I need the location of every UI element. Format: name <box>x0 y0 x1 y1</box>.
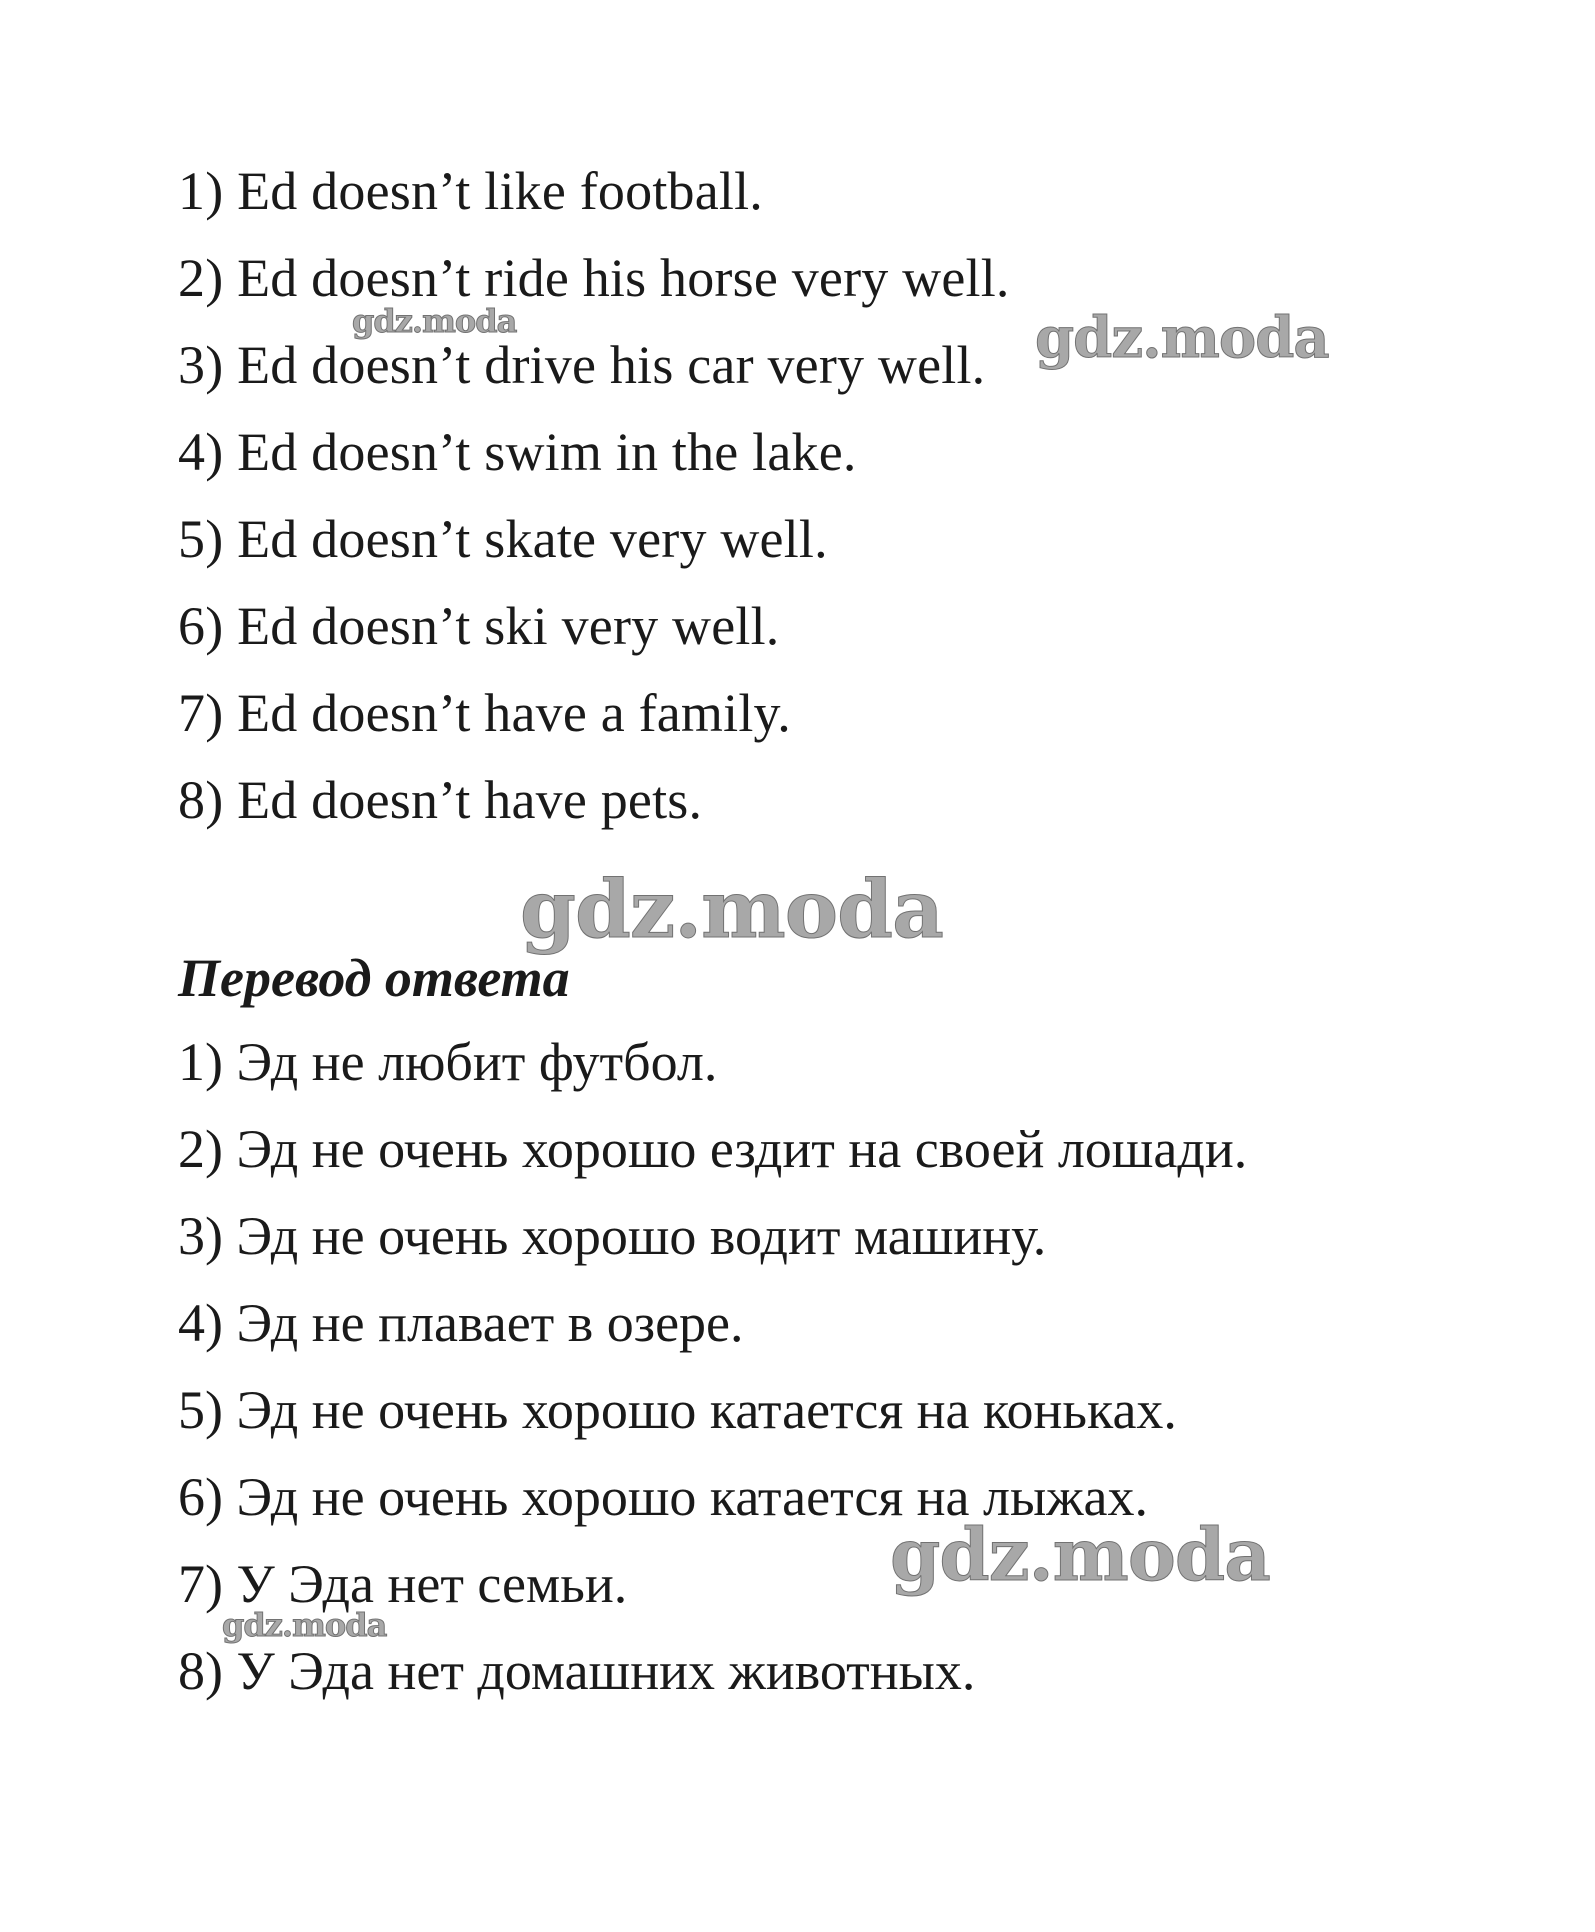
translation-item-6: 6) Эд не очень хорошо катается на лыжах. <box>178 1467 1149 1527</box>
translation-list <box>178 1026 1528 1722</box>
answer-list <box>178 155 1478 851</box>
watermark: gdz.moda <box>890 1512 1270 1597</box>
translation-item-1: 1) Эд не любит футбол. <box>178 1032 718 1092</box>
watermark: gdz.moda <box>1035 305 1329 371</box>
answer-item-1: 1) Ed doesn’t like football. <box>178 161 763 221</box>
watermark: gdz.moda <box>222 1606 387 1644</box>
translation-heading: Перевод ответа <box>178 948 570 1008</box>
answer-item-8: 8) Ed doesn’t have pets. <box>178 770 703 830</box>
watermark: gdz.moda <box>352 302 517 340</box>
answer-item-3: 3) Ed doesn’t drive his car very well. <box>178 335 986 395</box>
translation-item-4: 4) Эд не плавает в озере. <box>178 1293 744 1353</box>
answer-item-5: 5) Ed doesn’t skate very well. <box>178 509 828 569</box>
answer-item-2: 2) Ed doesn’t ride his horse very well. <box>178 248 1010 308</box>
translation-item-3: 3) Эд не очень хорошо водит машину. <box>178 1206 1047 1266</box>
answer-item-6: 6) Ed doesn’t ski very well. <box>178 596 780 656</box>
watermark: gdz.moda <box>520 862 943 956</box>
answer-item-4: 4) Ed doesn’t swim in the lake. <box>178 422 857 482</box>
translation-item-7: 7) У Эда нет семьи. <box>178 1554 628 1614</box>
translation-item-5: 5) Эд не очень хорошо катается на коньках. <box>178 1380 1177 1440</box>
answer-item-7: 7) Ed doesn’t have a family. <box>178 683 791 743</box>
translation-item-2: 2) Эд не очень хорошо ездит на своей лошади. <box>178 1119 1248 1179</box>
translation-item-8: 8) У Эда нет домашних животных. <box>178 1641 976 1701</box>
